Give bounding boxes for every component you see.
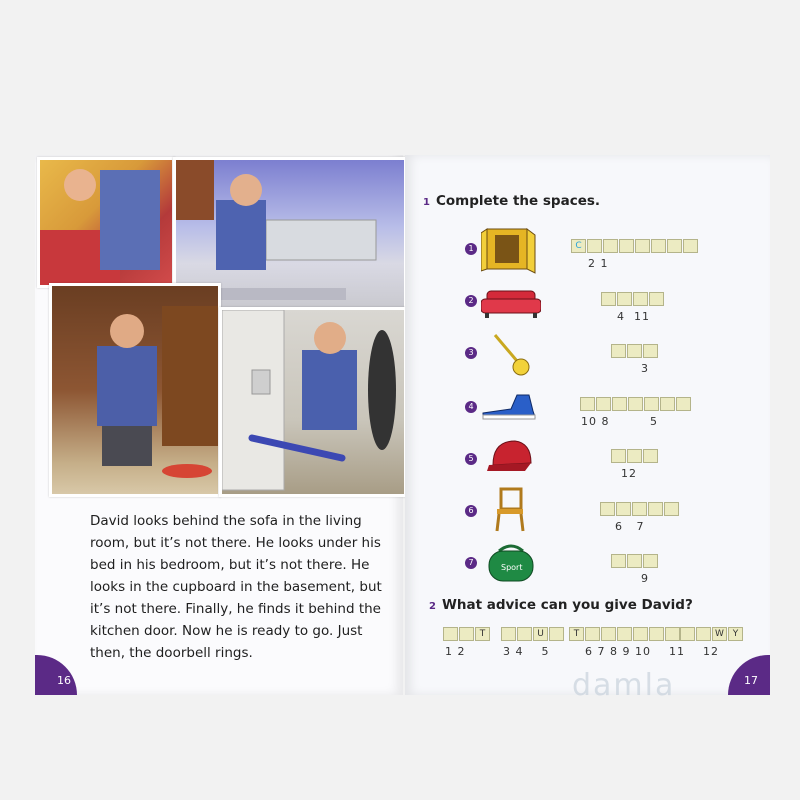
letter-box[interactable]: U [533, 627, 548, 641]
item-3-digits: 3 [641, 362, 649, 375]
bag-icon [485, 541, 537, 585]
letter-box[interactable] [619, 239, 634, 253]
letter-box[interactable] [601, 292, 616, 306]
open-book [35, 155, 770, 695]
item-1-digits: 2 1 [588, 257, 609, 270]
story-text: David looks behind the sofa in the living room, but it’s not there. He looks under his bed in his bedroom, but it’s not there. He looks in the cupboard in the basement, but it’s not there. Finally, he finds it behind the kitchen door. Now he is ready to go. Just then, the doorbell rings. [90, 513, 382, 661]
exercise-2-heading [429, 597, 693, 613]
letter-box[interactable] [611, 449, 626, 463]
letter-box[interactable] [644, 397, 659, 411]
letter-box[interactable] [649, 292, 664, 306]
sofa-icon [481, 285, 541, 319]
item-4-boxes [580, 397, 692, 411]
item-1-boxes [571, 239, 699, 253]
boy-cupboard-illustration [52, 286, 218, 494]
item-1-number: 1 [465, 243, 477, 255]
letter-box[interactable]: W [712, 627, 727, 641]
letter-box[interactable] [601, 627, 616, 641]
letter-box[interactable] [676, 397, 691, 411]
advice-group-1-digits: 1 2 [445, 645, 466, 658]
page-number-left-label: 16 [57, 674, 71, 687]
letter-box[interactable] [616, 502, 631, 516]
cap-icon [485, 437, 535, 477]
letter-box[interactable] [651, 239, 666, 253]
letter-box[interactable] [665, 627, 680, 641]
exercise-1-number: 1 [423, 197, 430, 208]
photo-living-room [37, 157, 175, 288]
letter-box[interactable] [633, 292, 648, 306]
letter-box[interactable] [443, 627, 458, 641]
letter-box[interactable] [643, 449, 658, 463]
advice-group-3-digits: 6 7 8 9 10 [585, 645, 651, 658]
right-page [405, 155, 770, 695]
left-page [35, 155, 403, 695]
item-4-digits: 10 8 5 [581, 415, 658, 428]
letter-box[interactable] [696, 627, 711, 641]
letter-box[interactable] [611, 554, 626, 568]
letter-box[interactable] [632, 502, 647, 516]
letter-box[interactable] [627, 344, 642, 358]
exercise-2-number: 2 [429, 601, 436, 612]
cupboard-icon [481, 225, 537, 275]
letter-box[interactable] [459, 627, 474, 641]
advice-group-4 [680, 627, 744, 641]
letter-box[interactable] [549, 627, 564, 641]
letter-box[interactable] [683, 239, 698, 253]
letter-box[interactable] [596, 397, 611, 411]
letter-box[interactable] [603, 239, 618, 253]
letter-box[interactable] [627, 449, 642, 463]
letter-box[interactable] [617, 627, 632, 641]
letter-box[interactable] [648, 502, 663, 516]
letter-box[interactable] [585, 627, 600, 641]
item-5-number: 5 [465, 453, 477, 465]
item-3-boxes [611, 344, 659, 358]
letter-box[interactable]: C [571, 239, 586, 253]
item-5-digits: 12 [621, 467, 637, 480]
page-number-right [728, 655, 770, 695]
item-7-digits: 9 [641, 572, 649, 585]
letter-box[interactable] [635, 239, 650, 253]
watermark-logo: damla [572, 668, 676, 703]
boy-sofa-illustration [40, 160, 172, 285]
item-7-boxes [611, 554, 659, 568]
letter-box[interactable] [643, 344, 658, 358]
item-6-digits: 6 7 [615, 520, 645, 533]
letter-box[interactable] [611, 344, 626, 358]
advice-group-4-digits: 11 12 [669, 645, 719, 658]
advice-group-3 [569, 627, 681, 641]
letter-box[interactable]: T [569, 627, 584, 641]
letter-box[interactable] [627, 554, 642, 568]
letter-box[interactable] [649, 627, 664, 641]
letter-box[interactable] [517, 627, 532, 641]
letter-box[interactable] [680, 627, 695, 641]
advice-group-2-digits: 3 4 5 [503, 645, 550, 658]
letter-box[interactable] [587, 239, 602, 253]
chair-icon [493, 487, 529, 533]
letter-box[interactable] [600, 502, 615, 516]
item-6-boxes [600, 502, 680, 516]
item-6-number: 6 [465, 505, 477, 517]
letter-box[interactable] [664, 502, 679, 516]
letter-box[interactable] [617, 292, 632, 306]
letter-box[interactable] [580, 397, 595, 411]
advice-group-1 [443, 627, 491, 641]
letter-box[interactable] [501, 627, 516, 641]
key-icon [491, 331, 531, 377]
letter-box[interactable] [612, 397, 627, 411]
item-4-number: 4 [465, 401, 477, 413]
item-2-digits: 4 11 [617, 310, 650, 323]
svg-text:Sport: Sport [501, 563, 523, 572]
page-number-left [35, 655, 77, 695]
letter-box[interactable] [643, 554, 658, 568]
advice-group-2 [501, 627, 565, 641]
exercise-1-title: Complete the spaces. [435, 193, 601, 209]
letter-box[interactable] [633, 627, 648, 641]
item-5-boxes [611, 449, 659, 463]
letter-box[interactable] [667, 239, 682, 253]
letter-box[interactable]: T [475, 627, 490, 641]
exercise-1-heading [423, 193, 600, 209]
page-number-right-label: 17 [744, 674, 758, 687]
item-3-number: 3 [465, 347, 477, 359]
letter-box[interactable]: Y [728, 627, 743, 641]
item-7-number: 7 [465, 557, 477, 569]
photo-kitchen [219, 307, 407, 497]
sneaker-icon [481, 391, 537, 421]
letter-box[interactable] [628, 397, 643, 411]
photo-basement [49, 283, 221, 497]
item-2-number: 2 [465, 295, 477, 307]
boy-bat-illustration [222, 310, 404, 494]
item-2-boxes [601, 292, 665, 306]
exercise-2-title: What advice can you give David? [441, 597, 693, 613]
letter-box[interactable] [660, 397, 675, 411]
